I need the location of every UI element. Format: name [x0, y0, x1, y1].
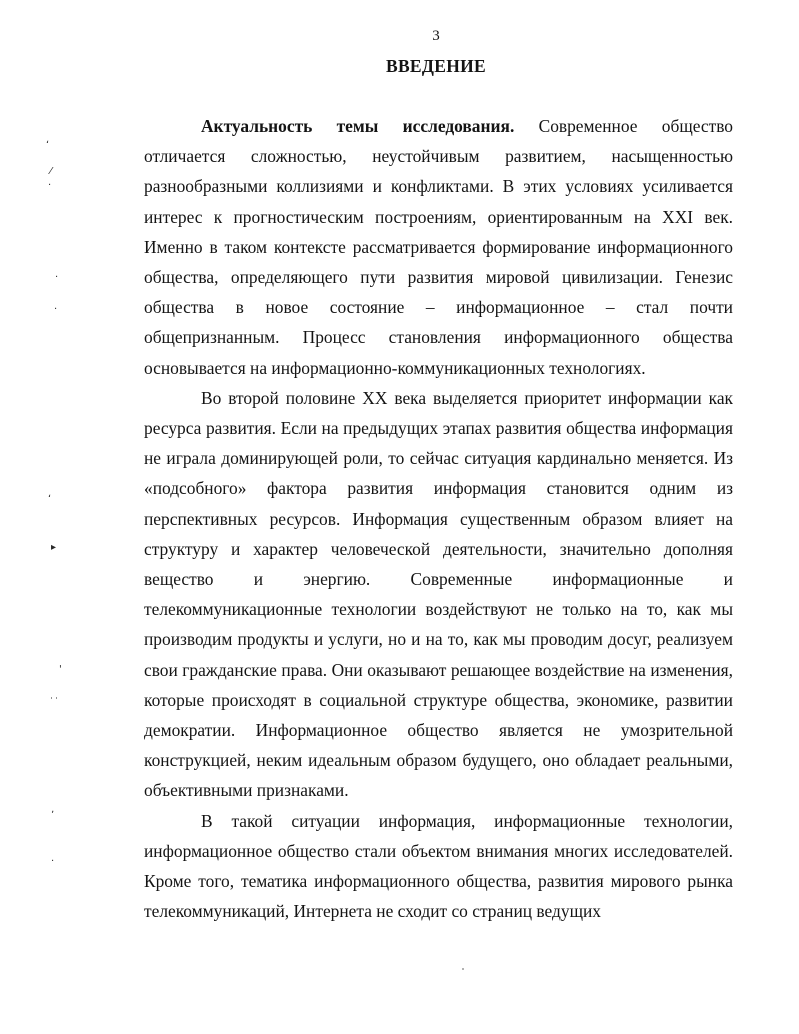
- scan-mark: ˙˙: [49, 697, 59, 708]
- scan-mark: ': [59, 664, 62, 675]
- page-title: ВВЕДЕНИЕ: [385, 56, 487, 76]
- scan-mark: ·: [54, 304, 58, 315]
- scan-mark: ·: [51, 856, 55, 867]
- scan-mark: ʻ: [46, 140, 50, 151]
- scan-mark: ·: [55, 272, 59, 283]
- paragraph-text: Современное общество отличается сложностью, неустойчивым развитием, насыщенностью разнообразными коллизиями и конфликтами. В этих условиях усиливается интерес к прогностическим построениям, ориентированным на XXI век. Именно в таком контексте рассматривается формирование информационного общества, определяющего пути развития мировой цивилизации. Генезис общества в новое состояние – информационное – стал почти общепризнанным. Процесс становления информационного общества основывается на информационно-коммуникационных технологиях.: [144, 116, 733, 378]
- scan-mark: ·: [48, 180, 52, 191]
- page-number: 3: [432, 28, 440, 44]
- scan-mark: ʻ: [48, 494, 52, 505]
- paragraph-information-resource: [144, 383, 733, 806]
- document-body: [144, 111, 733, 926]
- paragraph-relevance: [144, 111, 733, 383]
- paragraph-lead: Актуальность темы исследования.: [201, 116, 515, 136]
- scan-mark: ʼ: [51, 810, 55, 821]
- scan-mark: ▸: [51, 542, 57, 553]
- paragraph-text: Во второй половине XX века выделяется приоритет информации как ресурса развития. Если на предыдущих этапах развития общества информация не играла доминирующей роли, то сейчас ситуация кардинально меняется. Из «подсобного» фактора развития информация становится одним из перспективных ресурсов. Информация существенным образом влияет на структуру и характер человеческой деятельности, значительно дополняя вещество и энергию. Современные информационные и телекоммуникационные технологии воздействуют не только на то, как мы производим продукты и услуги, но и на то, как мы проводим досуг, реализуем свои гражданские права. Они оказывают решающее воздействие на изменения, которые происходят в социальной структуре общества, экономике, развитии демократии. Информационное общество является не умозрительной конструкцией, неким идеальным образом будущего, оно обладает реальными, объективными признаками.: [144, 387, 733, 801]
- paragraph-text: В такой ситуации информация, информационные технологии, информационное общество стали объектом внимания многих исследователей. Кроме того, тематика информационного общества, развития мирового рынка телекоммуникаций, Интернета не сходит со страниц ведущих: [144, 810, 733, 922]
- scan-mark: ⁄: [50, 166, 52, 177]
- paragraph-research-interest: [144, 806, 733, 927]
- scan-speck: [462, 968, 464, 970]
